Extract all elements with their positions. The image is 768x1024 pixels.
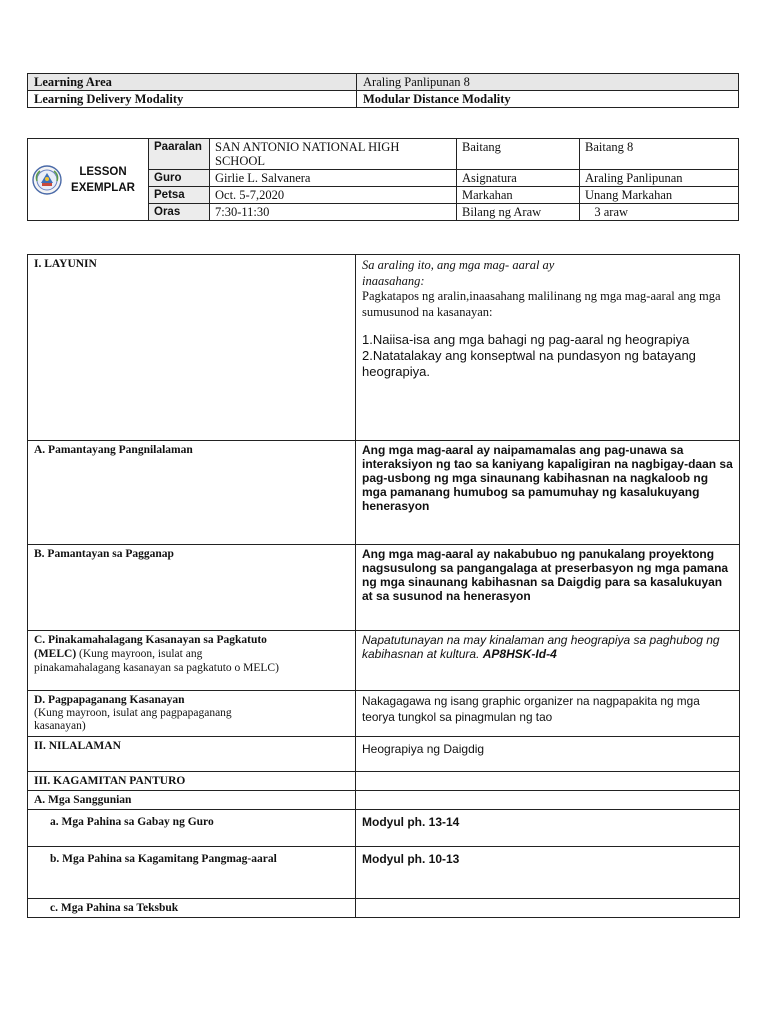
exemplar-logo-cell (28, 139, 149, 221)
nilalaman-label: II. NILALAMAN (28, 737, 356, 772)
petsa-label: Petsa (149, 187, 210, 204)
lesson-title-line1: LESSON (79, 165, 127, 178)
learning-area-label: Learning Area (28, 74, 357, 91)
melc-value-cell (356, 631, 740, 691)
learning-area-row (28, 74, 739, 91)
exemplar-row-paaralan (28, 139, 739, 170)
kagamitan-label: III. KAGAMITAN PANTURO (28, 772, 356, 791)
objective-2: 2.Natatalakay ang konseptwal na pundasyon ng batayang heograpiya. (362, 348, 696, 379)
sanggunian-label: A. Mga Sanggunian (28, 791, 356, 810)
oras-label: Oras (149, 204, 210, 221)
gabay-row (28, 810, 740, 847)
pagpapaganang-value: Nakagagawa ng isang graphic organizer na nagpapakita ng mga teorya tungkol sa pinagmulan ng tao (356, 691, 740, 737)
kagamitang-value: Modyul ph. 10-13 (356, 847, 740, 899)
nilalaman-row (28, 737, 740, 772)
baitang-label: Baitang (457, 139, 580, 170)
school-seal-icon (32, 165, 62, 195)
asignatura-label: Asignatura (457, 170, 580, 187)
teksbuk-value (356, 899, 740, 918)
guro-label: Guro (149, 170, 210, 187)
layunin-intro: Sa araling ito, ang mga mag- aaral ay inaasahang: (362, 258, 555, 288)
nilalaman-value: Heograpiya ng Daigdig (356, 737, 740, 772)
layunin-label: I. LAYUNIN (28, 255, 356, 441)
markahan-label: Markahan (457, 187, 580, 204)
layunin-content (356, 255, 740, 441)
melc-label-cell (28, 631, 356, 691)
kagamitan-row (28, 772, 740, 791)
melc-row (28, 631, 740, 691)
pamantayan-pagganap-value: Ang mga mag-aaral ay nakabubuo ng panukalang proyektong nagsusulong sa pangangalaga at preserbasyon ng mga pamana ng mga sinaunang kabihasnan sa Daigdig para sa kasalukuyan at sa susunod na henerasyon (356, 545, 740, 631)
pagpapaganang-sub: (Kung mayroon, isulat ang pagpapaganang kasanayan) (34, 707, 232, 732)
kagamitang-row (28, 847, 740, 899)
markahan-value: Unang Markahan (580, 187, 739, 204)
teksbuk-row (28, 899, 740, 918)
guro-value: Girlie L. Salvanera (210, 170, 457, 187)
sanggunian-row (28, 791, 740, 810)
lesson-title-line2: EXEMPLAR (71, 181, 135, 194)
layunin-text: Pagkatapos ng aralin,inaasahang malilinang ng mga mag-aaral ang mga sumusunod na kasanayan: (362, 289, 721, 319)
asignatura-value: Araling Panlipunan (580, 170, 739, 187)
sanggunian-value (356, 791, 740, 810)
gabay-value: Modyul ph. 13-14 (356, 810, 740, 847)
melc-code: AP8HSK-Id-4 (482, 647, 557, 661)
pagpapaganang-label-cell (28, 691, 356, 737)
pamantayang-pangnilalaman-value: Ang mga mag-aaral ay naipamamalas ang pag-unawa sa interaksiyon ng tao sa kaniyang kapaligiran na nagbigay-daan sa pag-usbong ng mga sinaunang kabihasnan na nagkaloob ng mga pamanang humubog sa pamumuhay ng kasalukuyang henerasyon (356, 441, 740, 545)
bilang-label: Bilang ng Araw (457, 204, 580, 221)
kagamitang-label: b. Mga Pahina sa Kagamitang Pangmag-aaral (28, 847, 356, 899)
objective-1: 1.Naiisa-isa ang mga bahagi ng pag-aaral ng heograpiya (362, 332, 690, 347)
learning-area-value: Araling Panlipunan 8 (357, 74, 739, 91)
baitang-value: Baitang 8 (580, 139, 739, 170)
oras-value: 7:30-11:30 (210, 204, 457, 221)
pamantayang-pangnilalaman-label: A. Pamantayang Pangnilalaman (28, 441, 356, 545)
melc-label: C. Pinakamahalagang Kasanayan sa Pagkatuto (MELC) (34, 634, 267, 660)
melc-value: Napatutunayan na may kinalaman ang heograpiya sa paghubog ng kabihasnan at kultura. (362, 633, 720, 661)
gabay-label: a. Mga Pahina sa Gabay ng Guro (28, 810, 356, 847)
lesson-exemplar-title (62, 164, 144, 196)
modality-value: Modular Distance Modality (357, 91, 739, 108)
layunin-row (28, 255, 740, 441)
pamantayan-pagganap-label: B. Pamantayan sa Pagganap (28, 545, 356, 631)
paaralan-label: Paaralan (149, 139, 210, 170)
modality-label: Learning Delivery Modality (28, 91, 357, 108)
paaralan-value: SAN ANTONIO NATIONAL HIGH SCHOOL (210, 139, 457, 170)
melc-sub: (Kung mayroon, isulat ang pinakamahalagang kasanayan sa pagkatuto o MELC) (34, 648, 279, 674)
pamantayang-pangnilalaman-row (28, 441, 740, 545)
modality-row (28, 91, 739, 108)
lesson-table (27, 254, 740, 918)
pagpapaganang-label: D. Pagpapaganang Kasanayan (34, 694, 185, 706)
pamantayan-pagganap-row (28, 545, 740, 631)
teksbuk-label: c. Mga Pahina sa Teksbuk (28, 899, 356, 918)
kagamitan-value (356, 772, 740, 791)
bilang-value: 3 araw (580, 204, 739, 221)
exemplar-table (27, 138, 739, 221)
petsa-value: Oct. 5-7,2020 (210, 187, 457, 204)
header-table (27, 73, 739, 108)
pagpapaganang-row (28, 691, 740, 737)
